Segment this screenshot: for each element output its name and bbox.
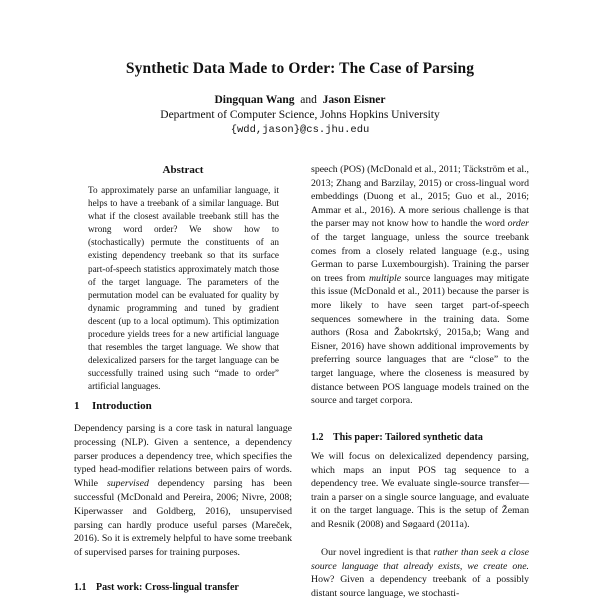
novel-text-part: Our novel ingredient is that	[321, 547, 434, 558]
abstract-heading: Abstract	[162, 164, 204, 176]
novel-emphasis: rather than seek a close source language that already exists, we create one.	[311, 547, 529, 572]
right-emphasis: order	[507, 218, 529, 230]
right-text-part: source languages may mitigate this issue (McDonald et al., 2011) because the parser is more likely to have seen target part-of-speech sequences somewhere in the training data. Some authors (Rosa and Žabokrtský, 2015a,b; Wang and Eisner, 2016) have shown additional improvements by preferring source languages that are “close” to the target language, where the closeness is measured by distance between POS language models trained on the source and target corpora.	[311, 272, 529, 407]
subsection-this-paper-heading	[311, 432, 483, 443]
author-2: Jason Eisner	[322, 94, 386, 106]
author-email: {wdd,jason}@cs.jhu.edu	[230, 124, 370, 136]
section-introduction-heading	[74, 400, 152, 412]
right-text-part: of the target language, unless the source treebank comes from a closely related language (e.g., using German to parse Luxembourgish). Training the parser on trees from	[311, 231, 529, 284]
this-paper-paragraph: We will focus on delexicalized dependency parsing, which maps an input POS tag sequence to a dependency tree. We evaluate single-source transfer—train a parser on a single source language, and evaluate it on the target language. This is the setup of Žeman and Resnik (2008) and Søgaard (2011a).	[311, 451, 529, 530]
author-1: Dingquan Wang	[214, 94, 295, 106]
right-text-part: speech (POS) (McDonald et al., 2011; Täckström et al., 2013; Zhang and Barzilay, 2015) or cross-lingual word embeddings (Duong et al., 2015; Guo et al., 2016; Ammar et al., 2016). A more serious challenge is that the parser may not know how to handle the word	[311, 164, 529, 230]
intro-emphasis: supervised	[106, 478, 149, 490]
paper-title: Synthetic Data Made to Order: The Case of Parsing	[125, 60, 475, 77]
right-column-paragraph	[311, 163, 529, 408]
subsection-title: Past work: Cross-lingual transfer	[96, 582, 239, 593]
section-number: 1	[74, 400, 80, 412]
subsection-past-work-heading	[74, 582, 239, 593]
introduction-paragraph	[74, 422, 292, 560]
author-block	[0, 93, 600, 138]
subsection-number: 1.1	[74, 582, 87, 593]
novel-text-part: How? Given a dependency treebank of a possibly distant source language, we stochasti-	[311, 574, 529, 599]
subsection-number: 1.2	[311, 432, 324, 443]
intro-text-part: dependency parsing has been successful (McDonald and Pereira, 2006; Nivre, 2008; Kiperwasser and Goldberg, 2016), unsupervised parsing can hardly produce useful parses (Mareček, 2016). So it is extremely helpful to have some treebank of supervised parses for training purposes.	[74, 478, 292, 559]
right-emphasis: multiple	[368, 272, 402, 284]
author-names	[0, 93, 600, 108]
novel-ingredient-paragraph	[311, 546, 529, 600]
author-conjunction: and	[300, 94, 317, 106]
affiliation: Department of Computer Science, Johns Hopkins University	[160, 109, 440, 121]
intro-text-part: Dependency parsing is a core task in natural language processing (NLP). Given a sentence, a dependency parser produces a dependency tree, which specifies the typed head-modifier relations between pairs of words. While	[74, 423, 292, 490]
section-title: Introduction	[92, 400, 152, 412]
subsection-title: This paper: Tailored synthetic data	[333, 432, 483, 443]
abstract-text: To approximately parse an unfamiliar language, it helps to have a treebank of a similar language. But what if the closest available treebank still has the wrong word order? We show how to (stochastically) permute the constituents of an existing dependency treebank so that its surface part-of-speech statistics approximately match those of the target language. The parameters of the permutation model can be evaluated for quality by dynamic programming and tuned by gradient descent (up to a local optimum). This optimization procedure yields trees for a new artificial language that resembles the target language. We show that delexicalized parsers for the target language can be successfully trained using such “made to order” artificial languages.	[88, 185, 279, 392]
